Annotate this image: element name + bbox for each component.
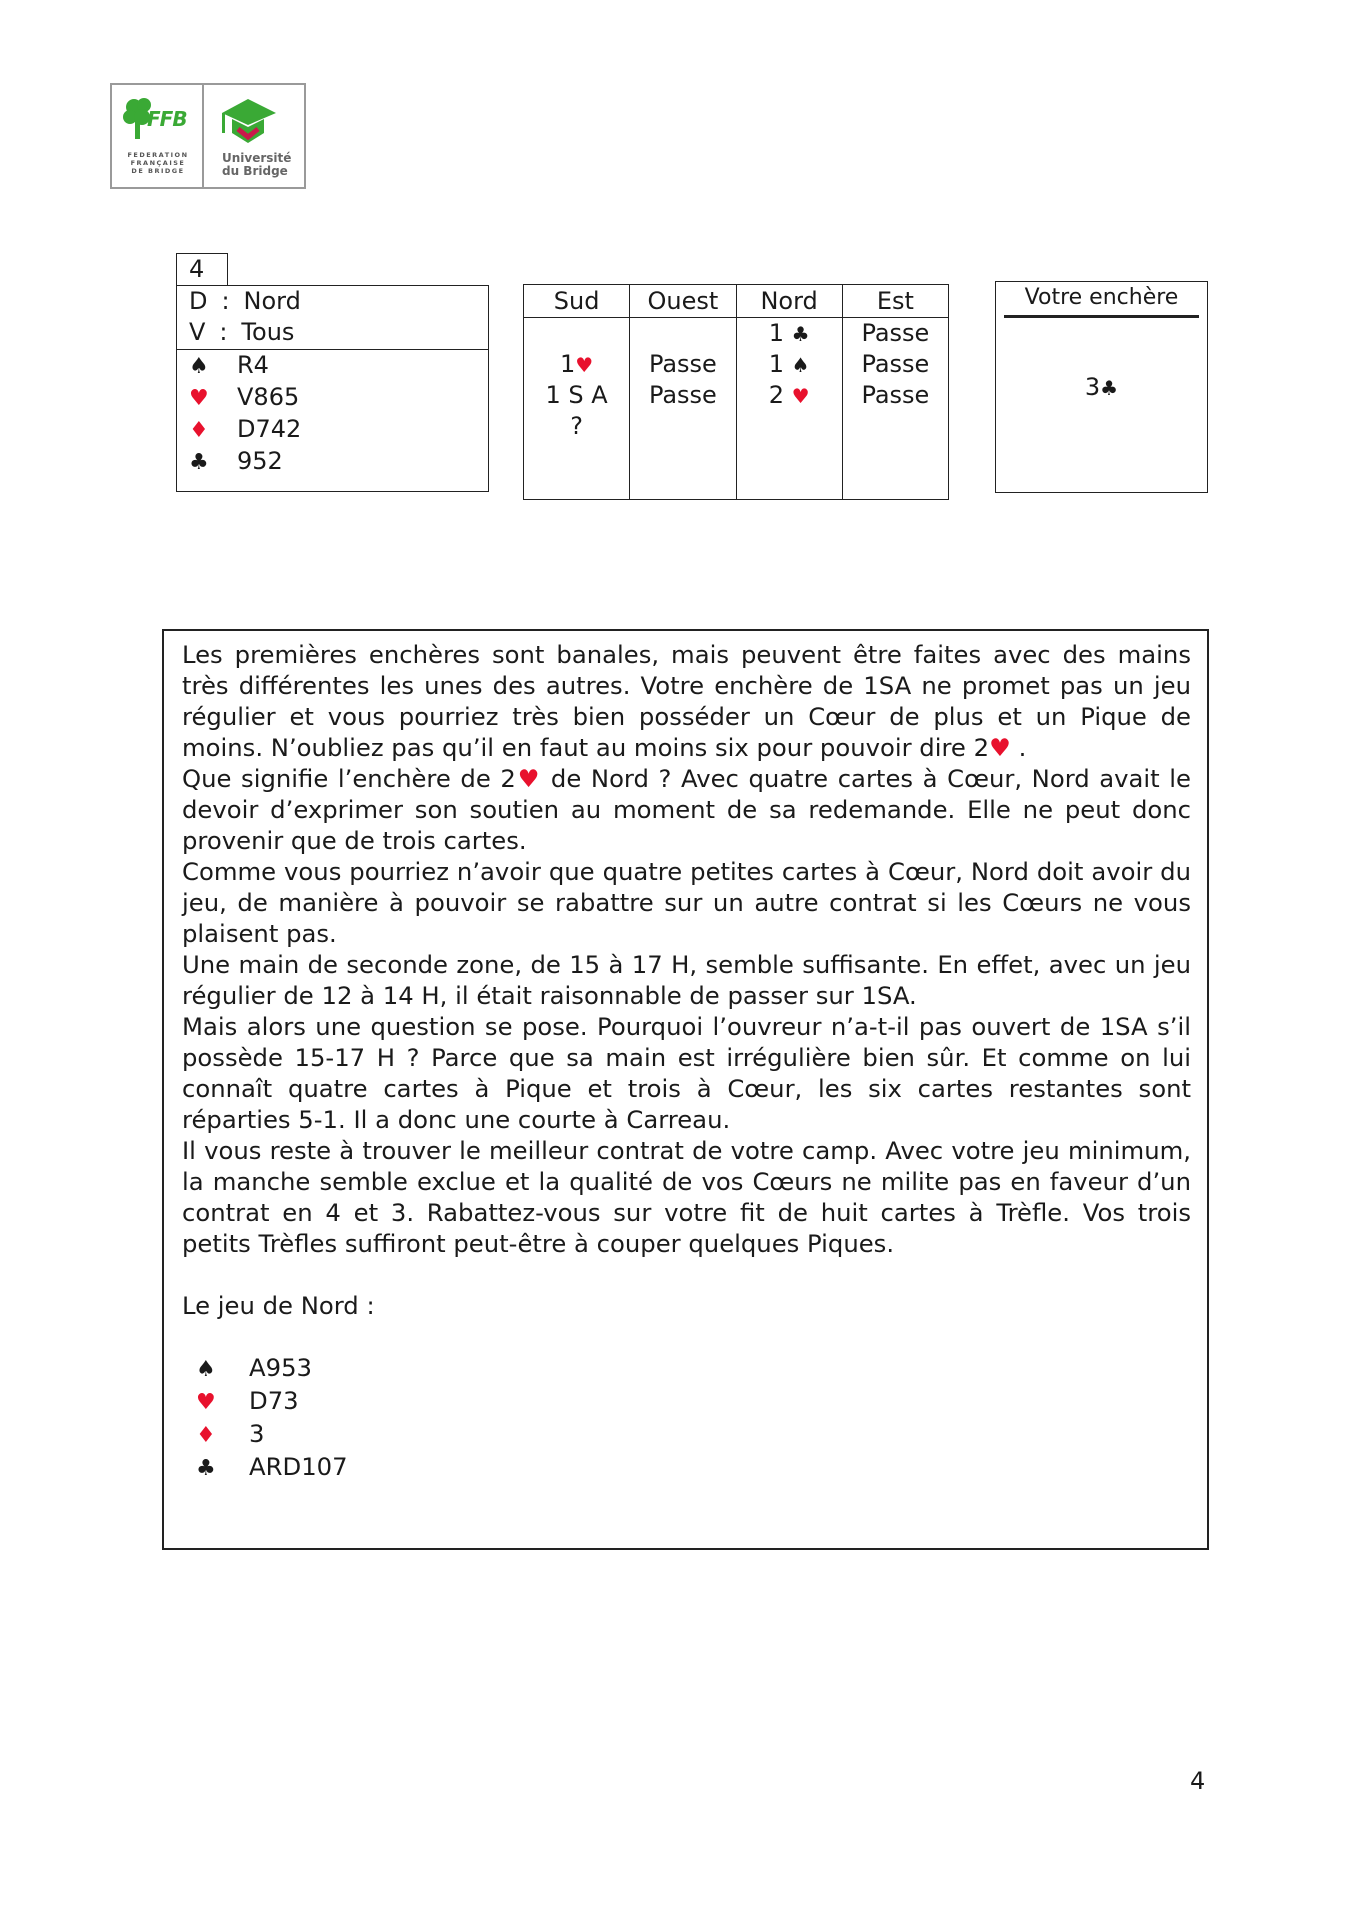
heart-icon: ♥ <box>989 733 1011 762</box>
north-hand: ♠ A953 ♥ D73 ♦ 3 ♣ ARD107 <box>182 1352 1191 1484</box>
bidding-table <box>523 284 949 500</box>
answer-title: Votre enchère <box>1024 285 1179 310</box>
bidding-header: Nord <box>737 285 842 318</box>
heart-icon: ♥ <box>575 353 594 377</box>
hand-row-diamonds: ♦ D742 <box>189 414 488 446</box>
dealer-vulnerability: D : Nord V : Tous <box>177 286 488 350</box>
heart-icon: ♥ <box>515 764 542 793</box>
bidding-col-west: Ouest Passe Passe <box>630 285 736 499</box>
commentary-paragraph: Il vous reste à trouver le meilleur contrat de votre camp. Avec votre jeu minimum, la manche semble exclue et la qualité de vos Cœurs ne milite pas en faveur d’un contrat en 4 et 3. Rabattez-vous sur votre fit de huit cartes à Trèfle. Vos trois petits Trèfles suffiront peut-être à couper quelques Piques. <box>182 1136 1191 1258</box>
commentary-box <box>162 629 1209 1550</box>
commentary-paragraph: Mais alors une question se pose. Pourquoi l’ouvreur n’a-t-il pas ouvert de 1SA s’il possède 15-17 H ? Parce que sa main est irrégulière bien sûr. Et comme on lui connaît quatre cartes à Pique et trois à Cœur, les six cartes restantes sont réparties 5-1. Il a donc une courte à Carreau. <box>182 1012 1191 1134</box>
spade-icon: ♠ <box>791 353 810 377</box>
hand-row-hearts: ♥ V865 <box>189 382 488 414</box>
club-icon: ♣ <box>1100 376 1119 400</box>
south-hand <box>177 350 488 478</box>
vulnerability-value: Tous <box>241 318 295 346</box>
bidding-header: Est <box>843 285 948 318</box>
universite-logo <box>204 85 304 187</box>
commentary-paragraph: Que signifie l’enchère de 2♥ de Nord ? Avec quatre cartes à Cœur, Nord avait le devoir d’exprimer son soutien au moment de sa redemande. Elle ne peut donc provenir que de trois cartes. <box>182 764 1191 855</box>
universite-wordmark: Université du Bridge <box>222 151 292 178</box>
club-icon: ♣ <box>196 1456 216 1481</box>
spade-icon: ♠ <box>189 354 209 379</box>
bidding-col-north: Nord 1 ♣ 1 ♠ 2 ♥ <box>737 285 843 499</box>
north-hand-title: Le jeu de Nord : <box>182 1291 375 1320</box>
page-number: 4 <box>1190 1767 1206 1795</box>
diamond-icon: ♦ <box>189 418 209 443</box>
ffb-logo-left <box>112 85 204 187</box>
club-icon: ♣ <box>189 450 209 475</box>
ffb-wordmark: FFB <box>147 107 187 131</box>
heart-icon: ♥ <box>189 386 209 411</box>
commentary-paragraph: Les premières enchères sont banales, mais peuvent être faites avec des mains très différentes les unes des autres. Votre enchère de 1SA ne promet pas un jeu régulier et vous pourriez très bien posséder un Cœur de plus et un Pique de moins. N’oubliez pas qu’il en faut au moins six pour pouvoir dire 2♥ . <box>182 640 1191 762</box>
ffb-logo <box>110 83 306 189</box>
bidding-col-east: Est Passe Passe Passe <box>843 285 948 499</box>
spade-icon: ♠ <box>196 1357 216 1382</box>
heart-icon: ♥ <box>791 384 810 408</box>
deal-box <box>176 285 489 492</box>
answer-divider <box>1004 315 1199 318</box>
ffb-subtitle: FEDERATION FRANÇAISE DE BRIDGE <box>127 151 189 175</box>
hand-row-spades: ♠ R4 <box>189 350 488 382</box>
diamond-icon: ♦ <box>196 1423 216 1448</box>
answer-box <box>995 281 1208 493</box>
graduation-cap-icon <box>218 95 282 155</box>
commentary-paragraph: Une main de seconde zone, de 15 à 17 H, semble suffisante. En effet, avec un jeu régulier de 12 à 14 H, il était raisonnable de passer sur 1SA. <box>182 950 1191 1010</box>
hand-row-clubs: ♣ 952 <box>189 446 488 478</box>
bidding-col-south: Sud 1♥ 1 S A ? <box>524 285 630 499</box>
answer-bid: 3♣ <box>1084 373 1119 401</box>
heart-icon: ♥ <box>196 1390 216 1415</box>
deal-number: 4 <box>176 253 228 286</box>
club-icon: ♣ <box>791 322 810 346</box>
commentary-paragraph: Comme vous pourriez n’avoir que quatre petites cartes à Cœur, Nord doit avoir du jeu, de manière à pouvoir se rabattre sur un autre contrat si les Cœurs ne vous plaisent pas. <box>182 857 1191 948</box>
dealer-value: Nord <box>243 287 301 315</box>
bidding-header: Sud <box>524 285 629 318</box>
bidding-header: Ouest <box>630 285 735 318</box>
